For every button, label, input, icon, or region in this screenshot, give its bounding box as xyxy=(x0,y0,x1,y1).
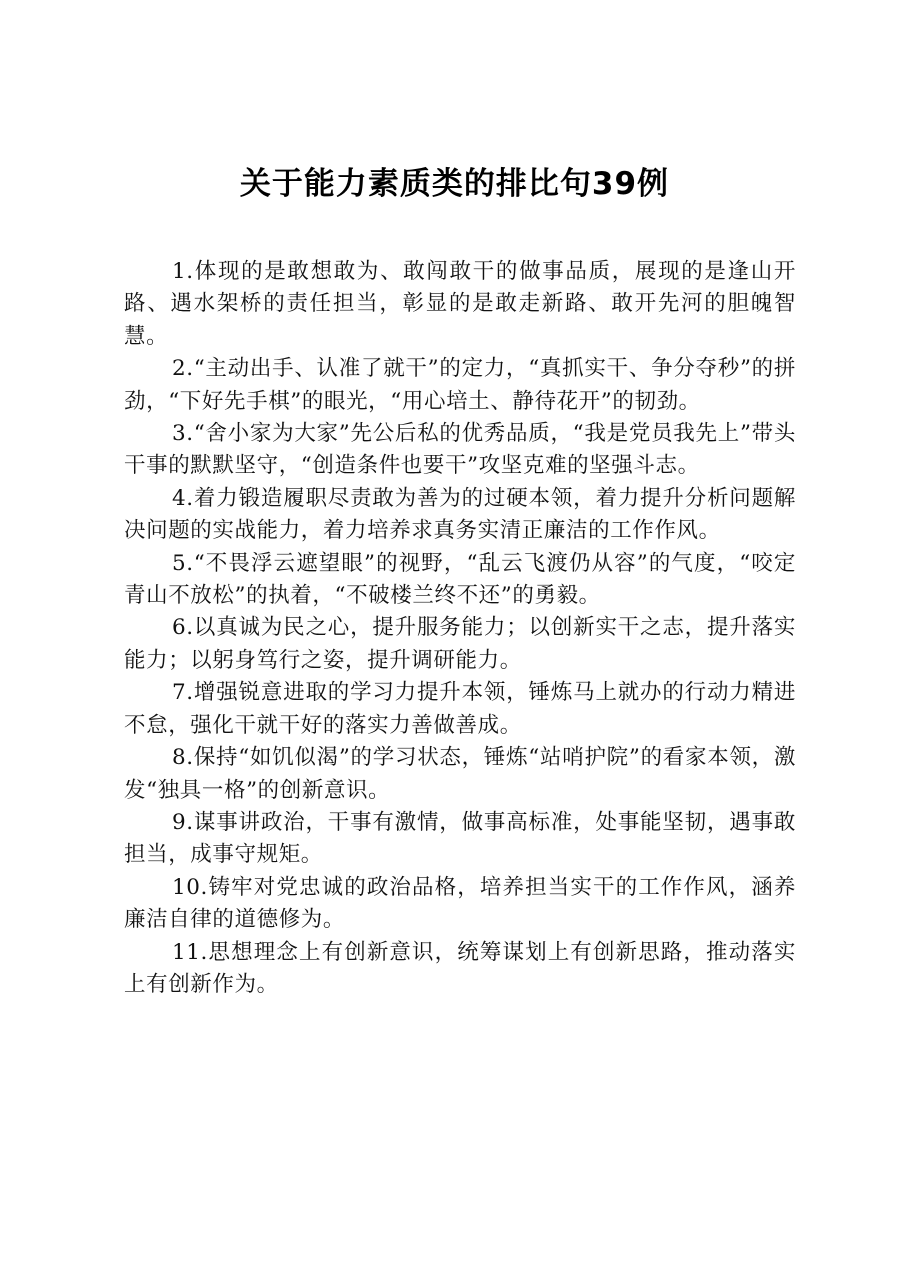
paragraph-9: 9.谋事讲政治，干事有激情，做事高标准，处事能坚韧，遇事敢担当，成事守规矩。 xyxy=(124,809,796,868)
paragraph-11: 11.思想理念上有创新意识，统筹谋划上有创新思路，推动落实上有创新作为。 xyxy=(124,939,796,997)
paragraph-8: 8.保持“如饥似渴”的学习状态，锤炼“站哨护院”的看家本领，激发“独具一格”的创新意识。 xyxy=(124,745,796,803)
paragraph-5: 5.“不畏浮云遮望眼”的视野，“乱云飞渡仍从容”的气度，“咬定青山不放松”的执着，“不破楼兰终不还”的勇毅。 xyxy=(124,550,796,609)
paragraph-2: 2.“主动出手、认准了就干”的定力，“真抓实干、争分夺秒”的拼劲，“下好先手棋”的眼光，“用心培土、静待花开”的韧劲。 xyxy=(124,356,796,414)
document-body xyxy=(124,256,796,1001)
paragraph-6: 6.以真诚为民之心，提升服务能力；以创新实干之志，提升落实能力；以躬身笃行之姿，提升调研能力。 xyxy=(124,615,796,673)
paragraph-3: 3.“舍小家为大家”先公后私的优秀品质，“我是党员我先上”带头干事的默默坚守，“创造条件也要干”攻坚克难的坚强斗志。 xyxy=(124,421,796,479)
paragraph-10: 10.铸牢对党忠诚的政治品格，培养担当实干的工作作风，涵养廉洁自律的道德修为。 xyxy=(124,874,796,933)
paragraph-4: 4.着力锻造履职尽责敢为善为的过硬本领，着力提升分析问题解决问题的实战能力，着力培养求真务实清正廉洁的工作作风。 xyxy=(124,485,796,544)
paragraph-7: 7.增强锐意进取的学习力提升本领，锤炼马上就办的行动力精进不怠，强化干就干好的落实力善做善成。 xyxy=(124,680,796,738)
paragraph-1: 1.体现的是敢想敢为、敢闯敢干的做事品质，展现的是逢山开路、遇水架桥的责任担当，彰显的是敢走新路、敢开先河的胆魄智慧。 xyxy=(124,259,796,349)
document-title: 关于能力素质类的排比句39例 xyxy=(239,166,670,202)
